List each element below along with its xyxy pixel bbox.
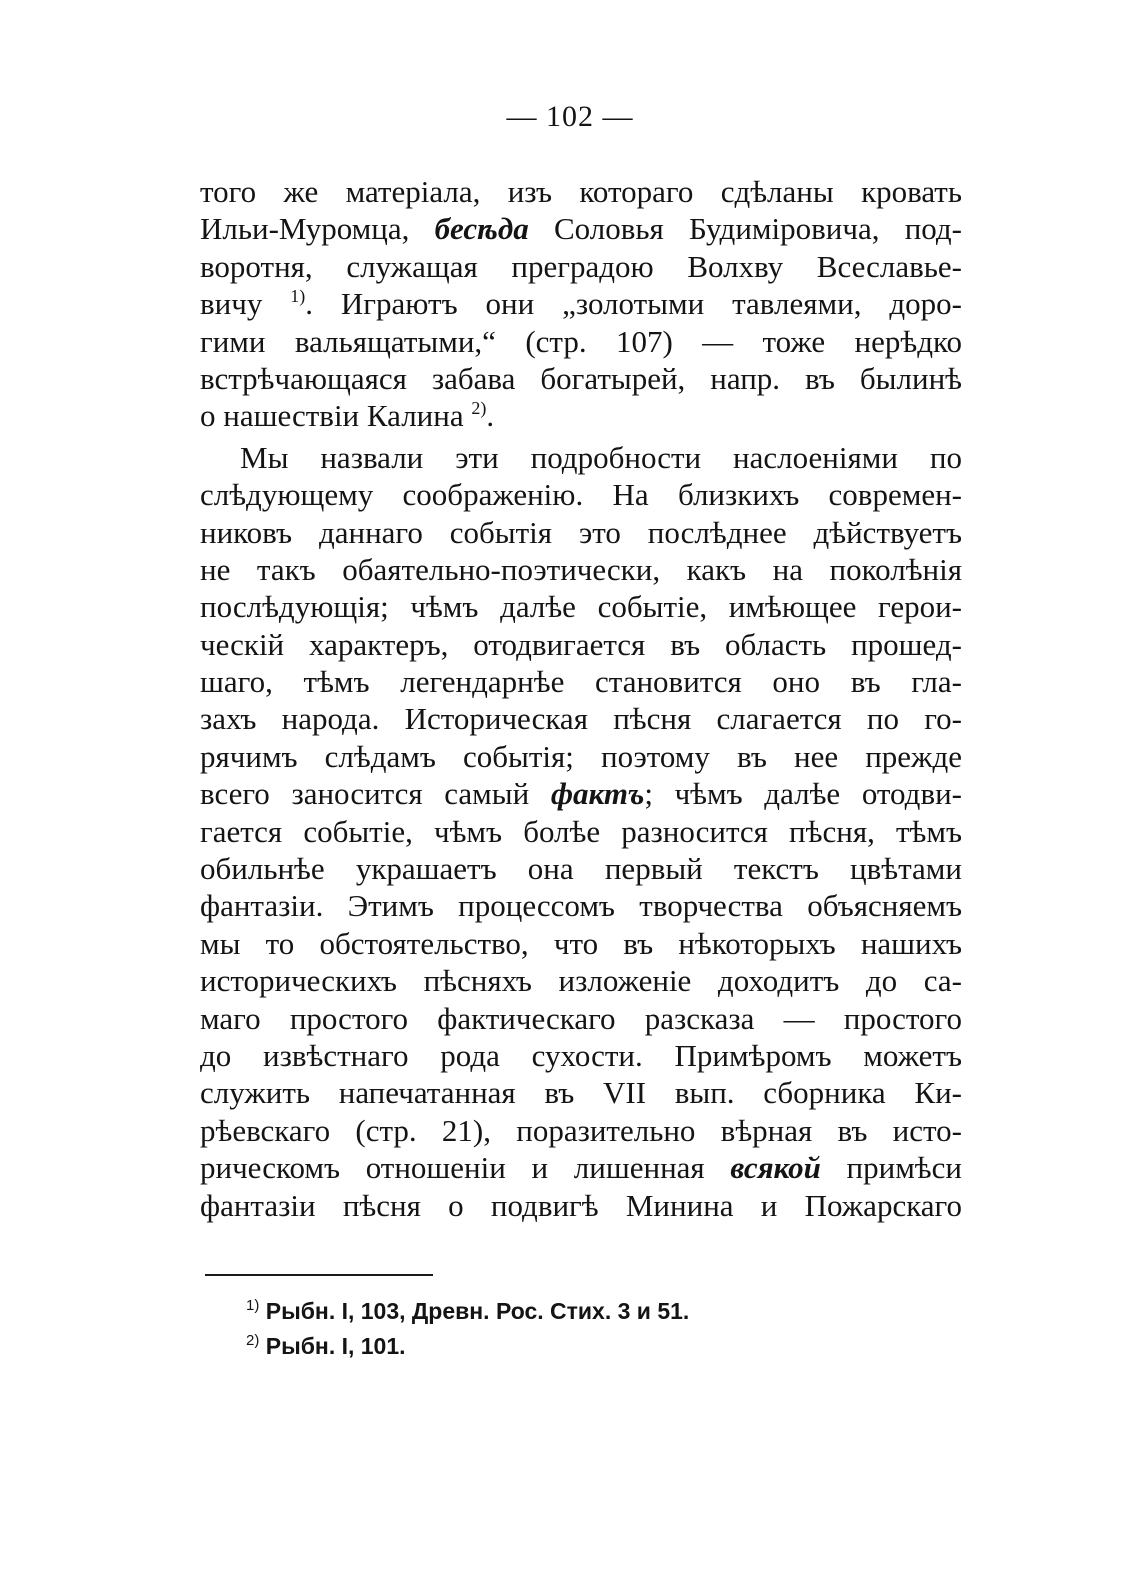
- text-line: [200, 850, 962, 887]
- text-span: .: [486, 398, 495, 434]
- text-line: [200, 1074, 962, 1111]
- footnote-1: [246, 1294, 946, 1329]
- text-line: [200, 813, 962, 850]
- footnote-text: Рыбн. I, 103, Древн. Рос. Стих. 3 и 51.: [259, 1298, 690, 1324]
- text-line: [200, 285, 962, 322]
- text-line: [200, 476, 962, 513]
- text-line: [200, 1037, 962, 1074]
- footnote-divider: [205, 1274, 433, 1276]
- text-line: [200, 626, 962, 663]
- emphasis: всякой: [730, 1150, 821, 1186]
- footnotes: [246, 1294, 946, 1364]
- text-line: [200, 1187, 962, 1224]
- footnote-ref: 1): [290, 286, 306, 307]
- text-span: историческихъ пѣсняхъ изложеніе доходитъ до са-: [200, 963, 962, 999]
- text-span: маго простого фактическаго разсказа — простого: [200, 1000, 962, 1036]
- text-span: гими вальящатыми,“ (стр. 107) — тоже нерѣдко: [200, 323, 962, 359]
- page-number: — 102 —: [506, 100, 634, 133]
- footnote-marker: 1): [246, 1297, 260, 1314]
- text-line: [200, 925, 962, 962]
- footnote-2: [246, 1329, 946, 1364]
- text-span: Мы назвали эти подробности наслоеніями по: [240, 439, 962, 475]
- text-span: воротня, служащая преградою Волхву Всеславье-: [200, 248, 962, 284]
- text-line: [200, 551, 962, 588]
- text-line: [200, 360, 962, 397]
- body-text: [200, 173, 962, 1224]
- text-span: Ильи-Муромца,: [200, 211, 435, 247]
- footnote-text: Рыбн. I, 101.: [259, 1333, 406, 1359]
- text-span: встрѣчающаяся забава богатырей, напр. въ былинѣ: [200, 360, 962, 396]
- text-span: рическомъ отношеніи и лишенная: [200, 1150, 731, 1186]
- text-span: вичу: [200, 286, 291, 322]
- text-span: того же матеріала, изъ котораго сдѣланы кровать: [200, 174, 962, 209]
- text-span: ; чѣмъ далѣе отодви-: [644, 776, 962, 812]
- text-span: Соловья Будимiровича, под-: [528, 211, 963, 247]
- text-span: примѣси: [820, 1150, 962, 1186]
- text-line: [200, 887, 962, 924]
- text-span: не такъ обаятельно-поэтически, какъ на поколѣнія: [200, 551, 962, 587]
- text-span: рячимъ слѣдамъ событія; поэтому въ нее прежде: [200, 738, 962, 774]
- text-line: [200, 514, 962, 551]
- text-line: [200, 700, 962, 737]
- text-span: мы то обстоятельство, что въ нѣкоторыхъ нашихъ: [200, 925, 962, 961]
- text-span: послѣдующія; чѣмъ далѣе событіе, имѣющее герои-: [200, 589, 962, 625]
- text-span: шаго, тѣмъ легендарнѣе становится оно въ гла-: [200, 664, 962, 700]
- text-span: гается событіе, чѣмъ болѣе разносится пѣсня, тѣмъ: [200, 813, 962, 849]
- text-span: до извѣстнаго рода сухости. Примѣромъ можетъ: [200, 1037, 962, 1073]
- text-span: о нашествіи Калина: [200, 398, 472, 434]
- text-line: [200, 775, 962, 812]
- text-line: [200, 962, 962, 999]
- text-span: захъ народа. Историческая пѣсня слагается по го-: [200, 701, 962, 737]
- text-line: [200, 738, 962, 775]
- footnote-ref: 2): [471, 398, 487, 419]
- text-span: всего заносится самый: [200, 776, 551, 812]
- text-line: [200, 397, 962, 434]
- text-line: [200, 248, 962, 285]
- text-span: фантазіи. Этимъ процессомъ творчества объясняемъ: [200, 888, 962, 924]
- text-span: никовъ даннаго событія это послѣднее дѣйствуетъ: [200, 514, 962, 550]
- text-span: слѣдующему соображенію. На близкихъ современ-: [200, 477, 962, 513]
- text-line: [200, 1112, 962, 1149]
- text-line: [200, 1149, 962, 1186]
- text-line: [200, 323, 962, 360]
- emphasis: бесѣда: [434, 211, 529, 247]
- text-span: служить напечатанная въ VII вып. сборника Ки-: [200, 1075, 962, 1111]
- text-line: [200, 588, 962, 625]
- text-span: . Играютъ они „золотыми тавлеями, доро-: [305, 286, 962, 322]
- text-line: [200, 173, 962, 210]
- text-line: [240, 439, 962, 476]
- text-span: рѣевскаго (стр. 21), поразительно вѣрная въ исто-: [200, 1112, 962, 1148]
- text-span: фантазіи пѣсня о подвигѣ Минина и Пожарскаго: [200, 1187, 962, 1223]
- text-line: [200, 210, 962, 247]
- emphasis: фактъ: [550, 776, 645, 812]
- text-span: ческій характеръ, отодвигается въ область прошед-: [200, 626, 962, 662]
- text-line: [200, 1000, 962, 1037]
- text-line: [200, 663, 962, 700]
- footnote-marker: 2): [246, 1332, 260, 1349]
- text-span: обильнѣе украшаетъ она первый текстъ цвѣтами: [200, 851, 962, 887]
